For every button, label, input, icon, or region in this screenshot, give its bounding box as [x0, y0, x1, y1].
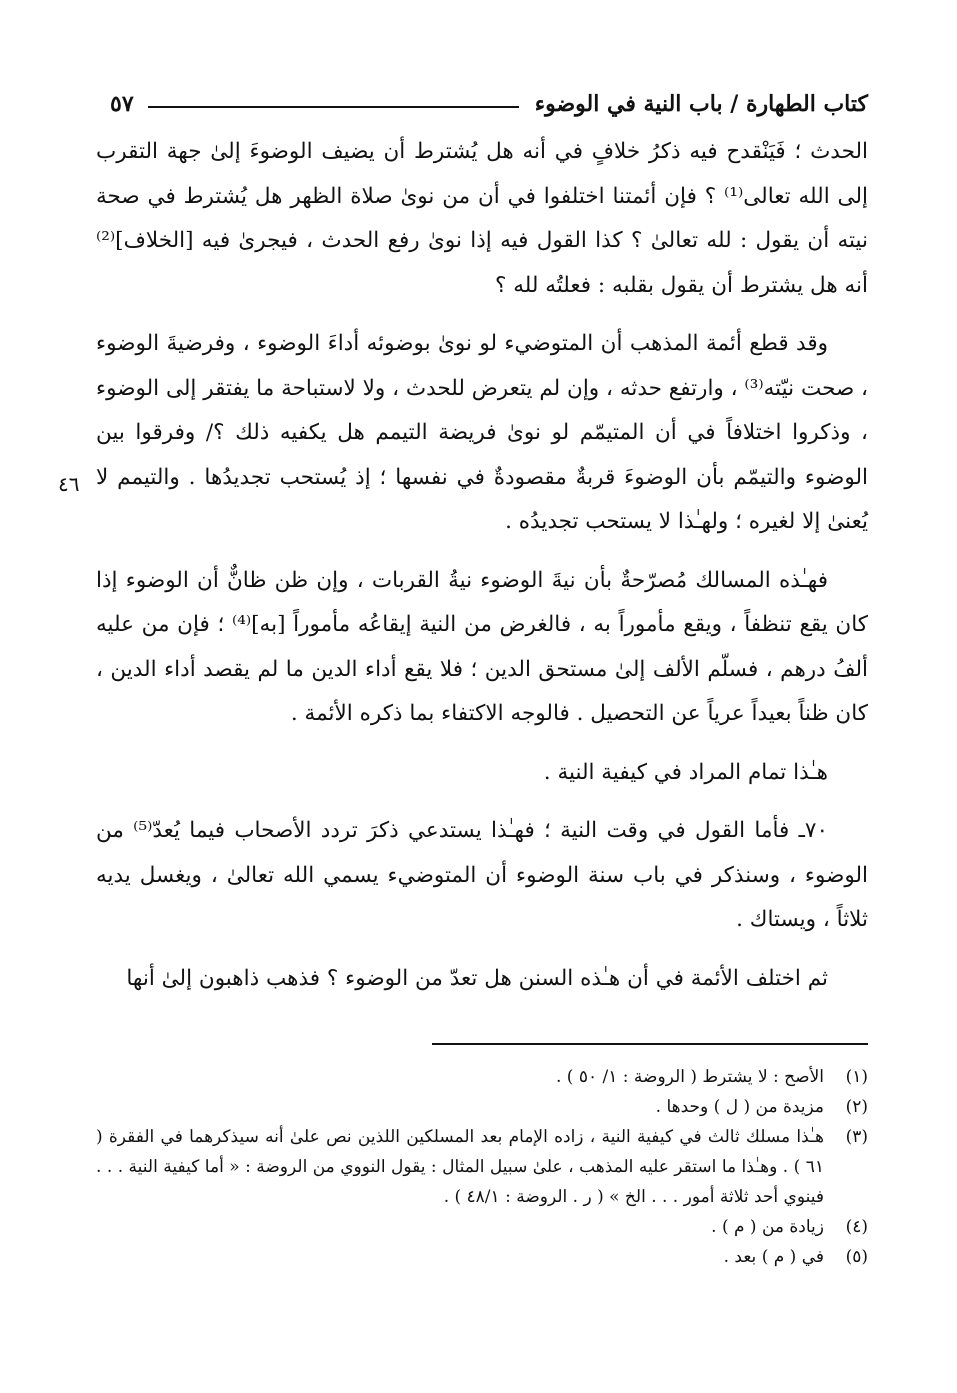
paragraph-4: هـٰذا تمام المراد في كيفية النية .: [543, 759, 828, 785]
main-text: [96, 130, 868, 1001]
footnote-item: [96, 1092, 868, 1122]
footnote-text: في ( م ) بعد .: [723, 1247, 824, 1267]
footnote-number: (٢): [845, 1097, 868, 1117]
footnotes: [96, 1062, 868, 1272]
running-header: [110, 86, 868, 122]
header-title: كتاب الطهارة / باب النية في الوضوء: [534, 91, 868, 117]
footnote-number: (٣): [845, 1127, 868, 1147]
page-number: ٥٧: [110, 91, 134, 117]
footnote-item: [96, 1122, 868, 1212]
paragraph-1: الحدث ؛ فَيَنْقدح فيه ذكرُ خلافٍ في أنه هل يُشترط أن يضيف الوضوءَ إلىٰ جهة التقرب إلى الله تعالى⁽¹⁾ ؟ فإن أئمتنا اختلفوا في أن من نوىٰ صلاة الظهر هل يُشترط في صحة نيته أن يقول : لله تعالىٰ ؟ كذا القول فيه إذا نوىٰ رفع الحدث ، فيجرىٰ فيه [الخلاف]⁽²⁾ أنه هل يشترط أن يقول بقلبه : فعلتُه لله ؟: [96, 139, 868, 298]
footnote-text: زيادة من ( م ) .: [711, 1217, 824, 1237]
margin-page-reference: ٤٦: [58, 472, 80, 496]
footnote-separator: [432, 1043, 868, 1045]
footnote-text: الأصح : لا يشترط ( الروضة : ١/ ٥٠ ) .: [556, 1067, 824, 1087]
paragraph-6: ثم اختلف الأئمة في أن هـٰذه السنن هل تعدّ من الوضوء ؟ فذهب ذاهبون إلىٰ أنها: [126, 965, 828, 991]
footnote-number: (٥): [845, 1247, 868, 1267]
paragraph-3: فهـٰذه المسالك مُصرّحةٌ بأن نيةَ الوضوء نيةُ القربات ، وإن ظن ظانٌّ أن الوضوء إذا كان يقع تنظفاً ، ويقع مأموراً به ، فالغرض من النية إيقاعُه مأموراً [به]⁽⁴⁾ ؛ فإن من عليه ألفُ درهم ، فسلّم الألف إلىٰ مستحق الدين ؛ فلا يقع أداء الدين ما لم يقصد أداء الدين ، كان ظناً بعيداً عرياً عن التحصيل . فالوجه الاكتفاء بما ذكره الأئمة .: [96, 567, 869, 726]
footnote-item: [96, 1062, 868, 1092]
paragraph-5: ٧٠ـ فأما القول في وقت النية ؛ فهـٰذا يستدعي ذكرَ تردد الأصحاب فيما يُعدّ⁽⁵⁾ من الوضوء ، وسنذكر في باب سنة الوضوء أن المتوضيء يسمي الله تعالىٰ ، ويغسل يديه ثلاثاً ، ويستاك .: [96, 818, 868, 932]
footnote-text: هـٰذا مسلك ثالث في كيفية النية ، زاده الإمام بعد المسلكين اللذين نص علىٰ أنه سيذكرهما في الفقرة ( ٦١ ) . وهـٰذا ما استقر عليه المذهب ، علىٰ سبيل المثال : يقول النووي من الروضة : « أما كيفية النية . . . فينوي أحد ثلاثة أمور . . . الخ » ( ر . الروضة : ٤٨/١ ) .: [96, 1127, 824, 1207]
footnote-item: [96, 1212, 868, 1242]
footnote-number: (١): [845, 1067, 868, 1087]
footnote-number: (٤): [845, 1217, 868, 1237]
header-rule: [148, 106, 519, 108]
footnote-text: مزيدة من ( ل ) وحدها .: [655, 1097, 824, 1117]
paragraph-2: وقد قطع أئمة المذهب أن المتوضيء لو نوىٰ بوضوئه أداءَ الوضوء ، وفرضيةَ الوضوء ، صحت نيّته⁽³⁾ ، وارتفع حدثه ، وإن لم يتعرض للحدث ، ولا لاستباحة ما يفتقر إلى الوضوء ، وذكروا اختلافاً في أن المتيمّم لو نوىٰ فريضة التيمم هل يكفيه ذلك ؟/ وفرقوا بين الوضوء والتيمّم بأن الوضوءَ قربةٌ مقصودةٌ في نفسها ؛ إذ يُستحب تجديدُها . والتيمم لا يُعنىٰ إلا لغيره ؛ ولهـٰذا لا يستحب تجديدُه .: [96, 331, 868, 534]
footnote-item: [96, 1242, 868, 1272]
